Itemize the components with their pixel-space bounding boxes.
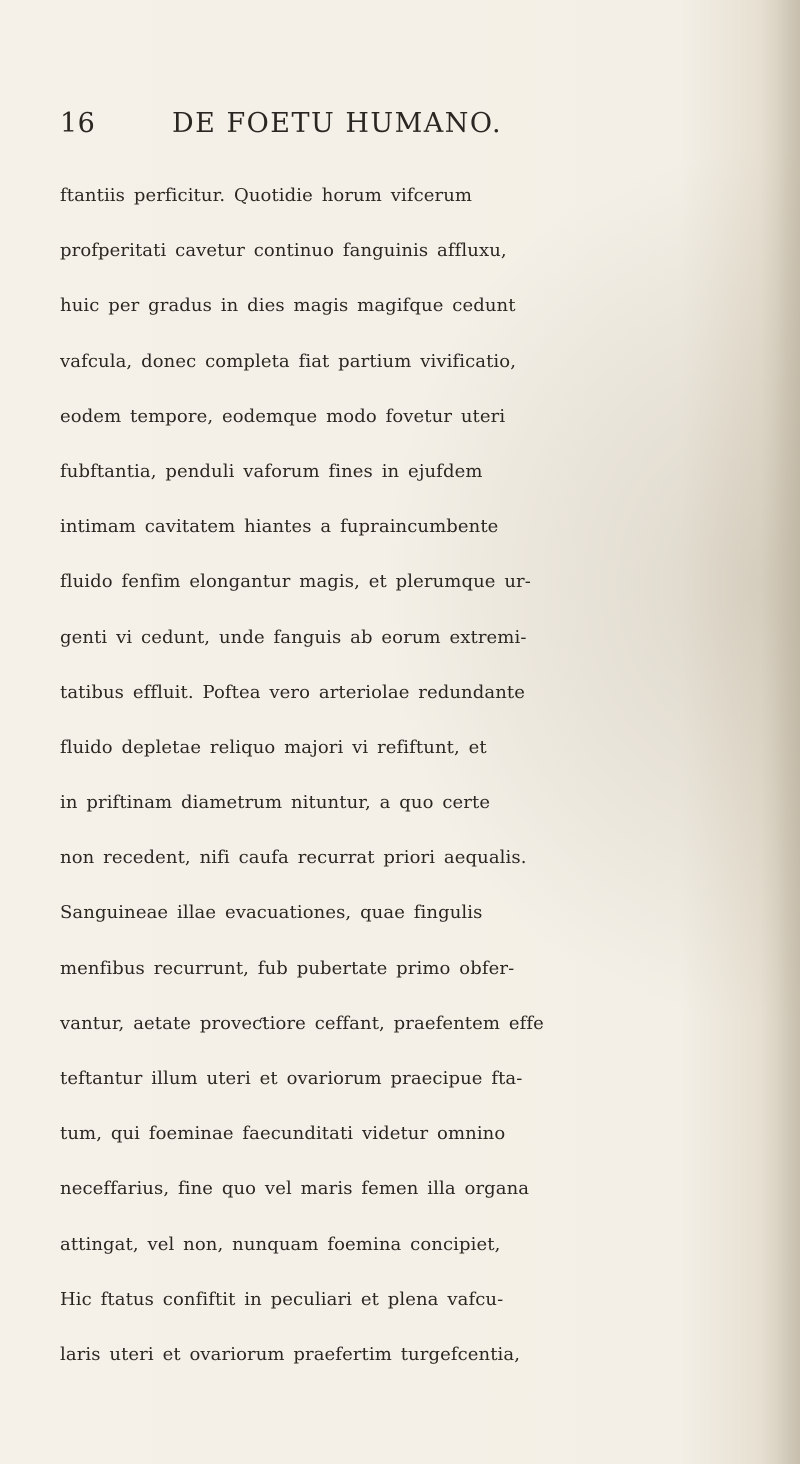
text-line: Sanguineae illae evacuationes, quae fingulis xyxy=(60,902,483,924)
text-line: vafcula, donec completa fiat partium vivificatio, xyxy=(60,350,517,372)
text-line: tum, qui foeminae faecunditati videtur omnino xyxy=(60,1123,506,1145)
text-line: genti vi cedunt, unde fanguis ab eorum extremi- xyxy=(60,626,527,648)
text-line: neceffarius, fine quo vel maris femen illa organa xyxy=(60,1178,530,1200)
text-line: ftantiis perficitur. Quotidie horum vifcerum xyxy=(60,185,473,206)
text-line: profperitati cavetur continuo fanguinis affluxu, xyxy=(60,240,507,262)
page-header xyxy=(60,108,760,152)
text-line: non recedent, nifi caufa recurrat priori aequalis. xyxy=(60,847,527,869)
text-line: tatibus effluit. Poftea vero arteriolae redundante xyxy=(60,681,525,703)
text-line: teftantur illum uteri et ovariorum praecipue fta- xyxy=(60,1068,523,1089)
page-number: 16 xyxy=(60,108,96,139)
text-line: vantur, aetate proveƈtiore ceffant, praefentem effe xyxy=(60,1012,544,1034)
text-line: in priftinam diametrum nituntur, a quo certe xyxy=(60,792,491,814)
text-line: fluido depletae reliquo majori vi refiftunt, et xyxy=(60,736,487,758)
text-line: attingat, vel non, nunquam foemina concipiet, xyxy=(60,1233,501,1255)
text-line: eodem tempore, eodemque modo fovetur uteri xyxy=(60,405,506,427)
text-line: menfibus recurrunt, fub pubertate primo obfer- xyxy=(60,957,515,979)
text-line: Hic ftatus confiftit in peculiari et plena vafcu- xyxy=(60,1288,504,1310)
text-line: laris uteri et ovariorum praefertim turgefcentia, xyxy=(60,1343,521,1365)
running-title: DE FOETU HUMANO. xyxy=(172,108,503,139)
text-line: huic per gradus in dies magis magifque cedunt xyxy=(60,295,516,317)
text-line: intimam cavitatem hiantes a fupraincumbente xyxy=(60,516,499,538)
body-text xyxy=(60,168,780,1382)
text-line: fubftantia, penduli vaforum fines in ejufdem xyxy=(60,460,483,482)
text-line: fluido fenfim elongantur magis, et plerumque ur- xyxy=(60,571,531,593)
